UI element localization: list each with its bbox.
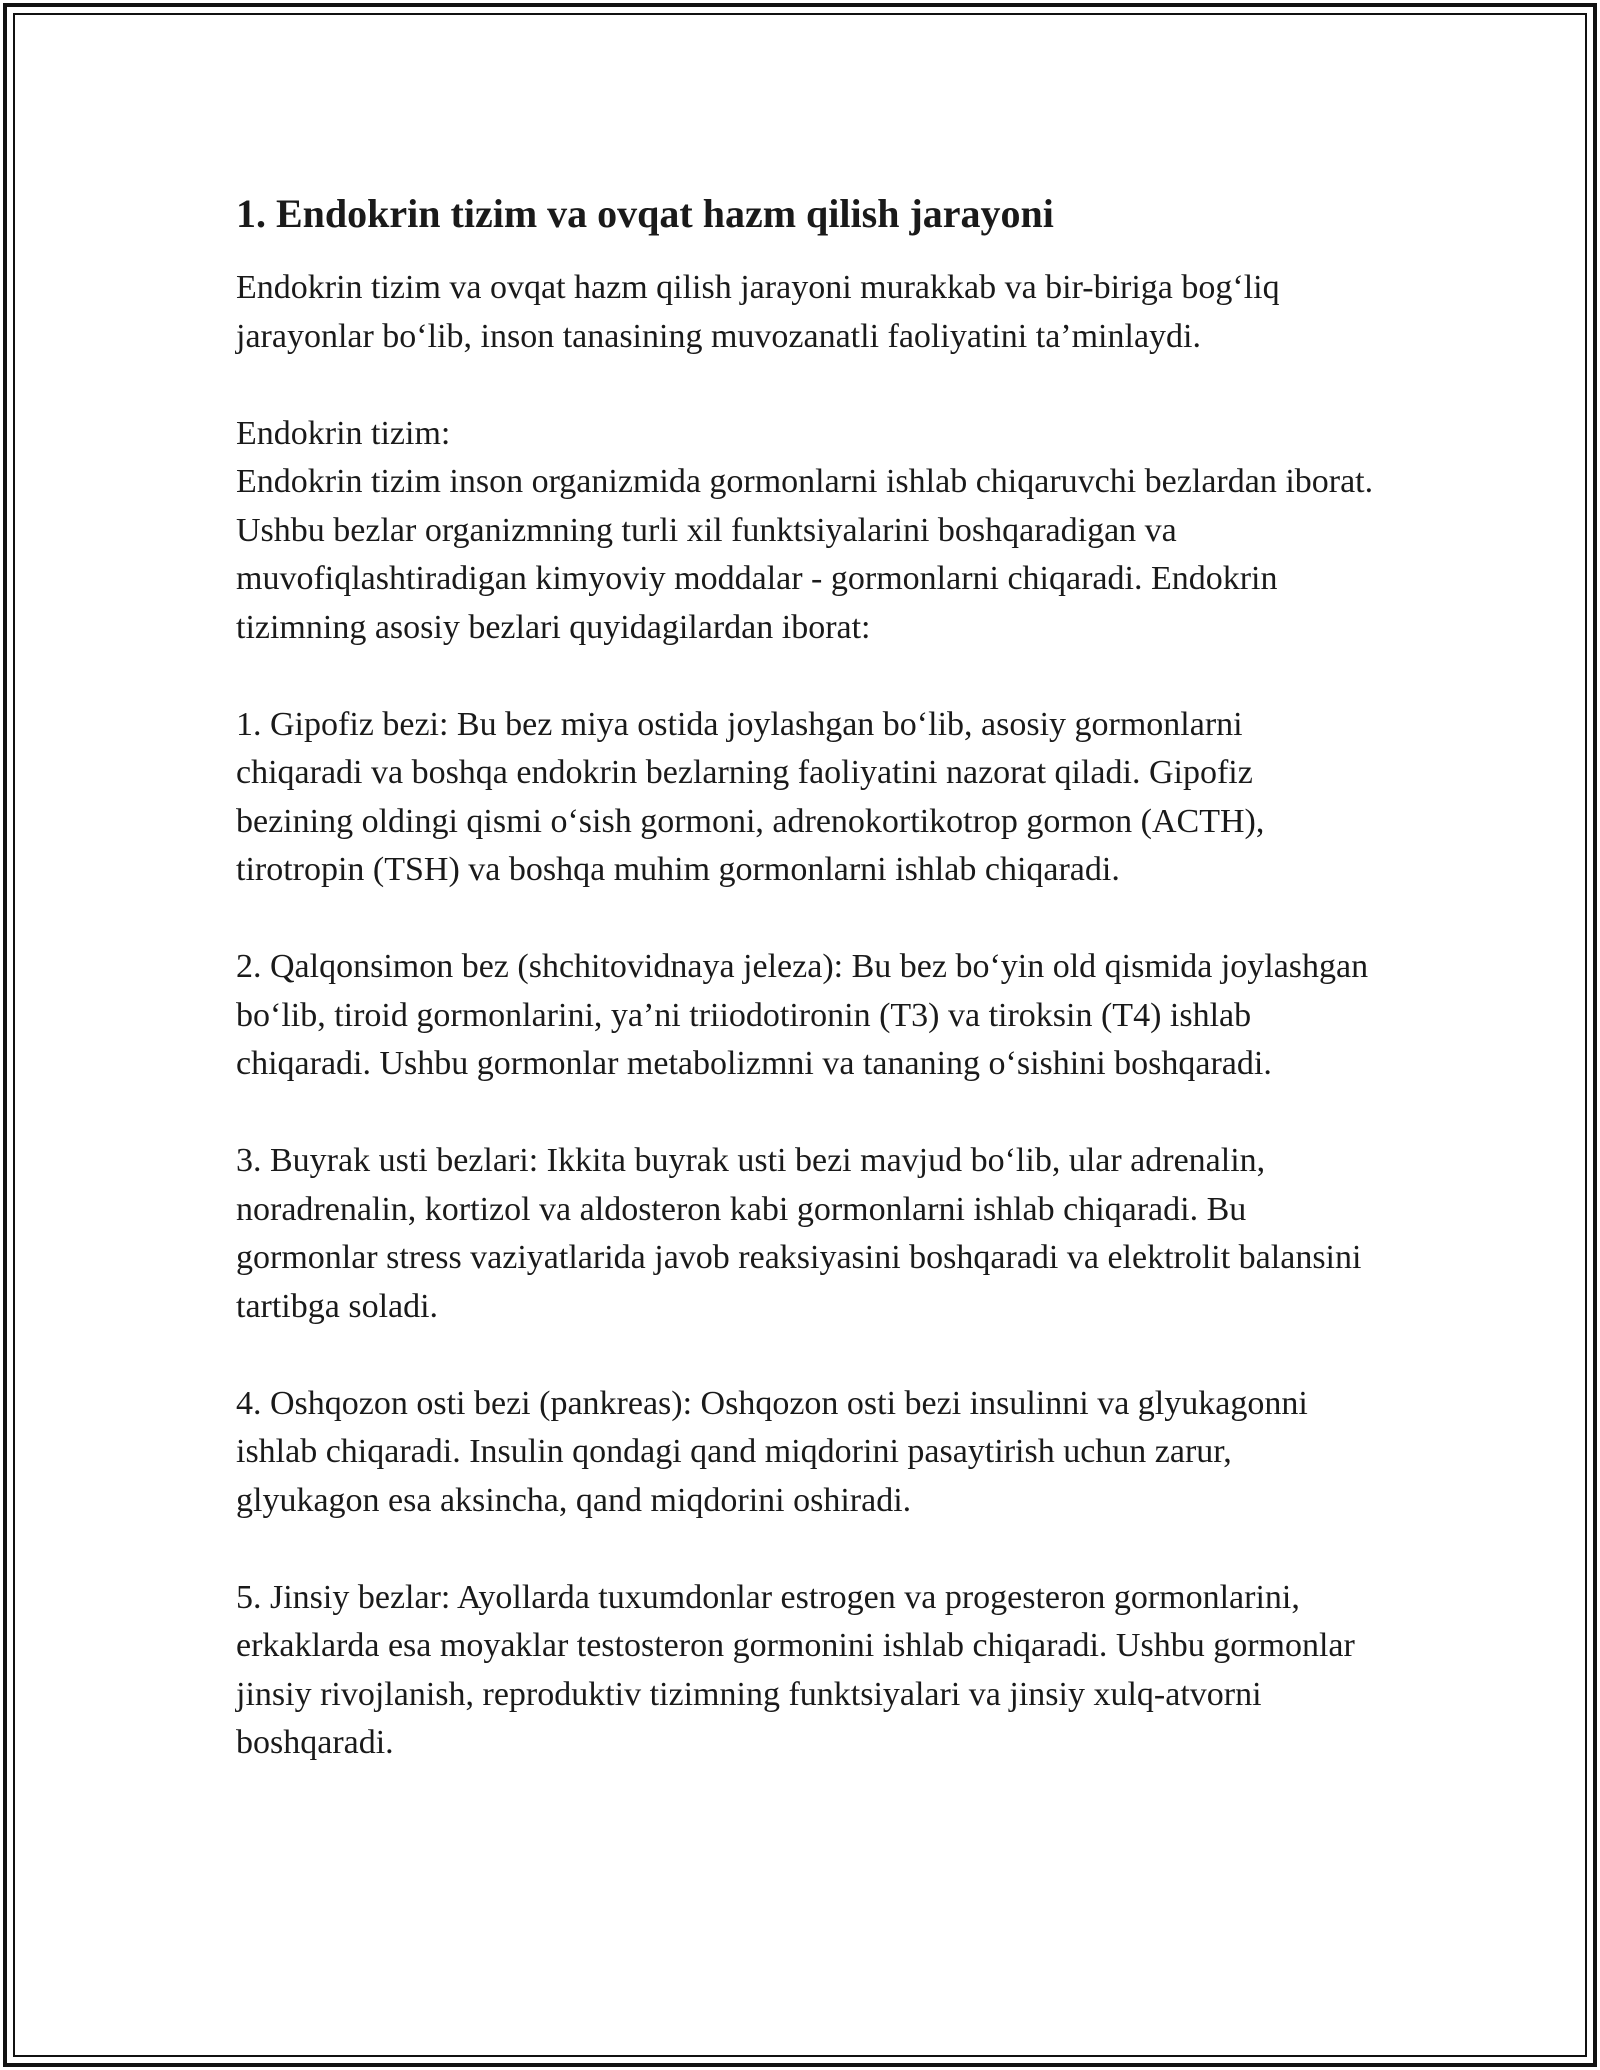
list-item-gipofiz: 1. Gipofiz bezi: Bu bez miya ostida joylashgan bo‘lib, asosiy gormonlarni chiqaradi va boshqa endokrin bezlarning faoliyatini nazorat qiladi. Gipofiz bezining oldingi qismi o‘sish gormoni, adrenokortikotrop gormon (ACTH), tirotropin (TSH) va boshqa muhim gormonlarni ishlab chiqaradi. (236, 705, 1265, 888)
list-item-oshqozon-osti: 4. Oshqozon osti bezi (pankreas): Oshqozon osti bezi insulinni va glyukagonni ishlab chiqaradi. Insulin qondagi qand miqdorini pasaytirish uchun zarur, glyukagon esa aksincha, qand miqdorini oshiradi. (236, 1384, 1308, 1519)
section-paragraph: Endokrin tizim inson organizmida gormonlarni ishlab chiqaruvchi bezlardan iborat. Ushbu bezlar organizmning turli xil funktsiyalarini boshqaradigan va muvofiqlashtiradigan kimyoviy moddalar - gormonlarni chiqaradi. Endokrin tizimning asosiy bezlari quyidagilardan iborat: (236, 463, 1374, 646)
document-title: 1. Endokrin tizim va ovqat hazm qilish jarayoni (236, 191, 1054, 236)
intro-paragraph: Endokrin tizim va ovqat hazm qilish jarayoni murakkab va bir-biriga bog‘liq jarayonlar bo‘lib, inson tanasining muvozanatli faoliyatini ta’minlaydi. (236, 269, 1280, 355)
document-body (236, 190, 1376, 1816)
list-item-qalqonsimon: 2. Qalqonsimon bez (shchitovidnaya jeleza): Bu bez bo‘yin old qismida joylashgan bo‘lib, tiroid gormonlarini, ya’ni triiodotironin (T3) va tiroksin (T4) ishlab chiqaradi. Ushbu gormonlar metabolizmni va tananing o‘sishini boshqaradi. (236, 948, 1369, 1082)
section-label: Endokrin tizim: (236, 414, 451, 452)
list-item-jinsiy: 5. Jinsiy bezlar: Ayollarda tuxumdonlar estrogen va progesteron gormonlarini, erkaklarda esa moyaklar testosteron gormonini ishlab chiqaradi. Ushbu gormonlar jinsiy rivojlanish, reproduktiv tizimning funktsiyalari va jinsiy xulq-atvorni boshqaradi. (236, 1578, 1355, 1761)
list-item-buyrak-usti: 3. Buyrak usti bezlari: Ikkita buyrak usti bezi mavjud bo‘lib, ular adrenalin, noradrenalin, kortizol va aldosteron kabi gormonlarni ishlab chiqaradi. Bu gormonlar stress vaziyatlarida javob reaksiyasini boshqaradi va elektrolit balansini tartibga soladi. (236, 1142, 1362, 1325)
